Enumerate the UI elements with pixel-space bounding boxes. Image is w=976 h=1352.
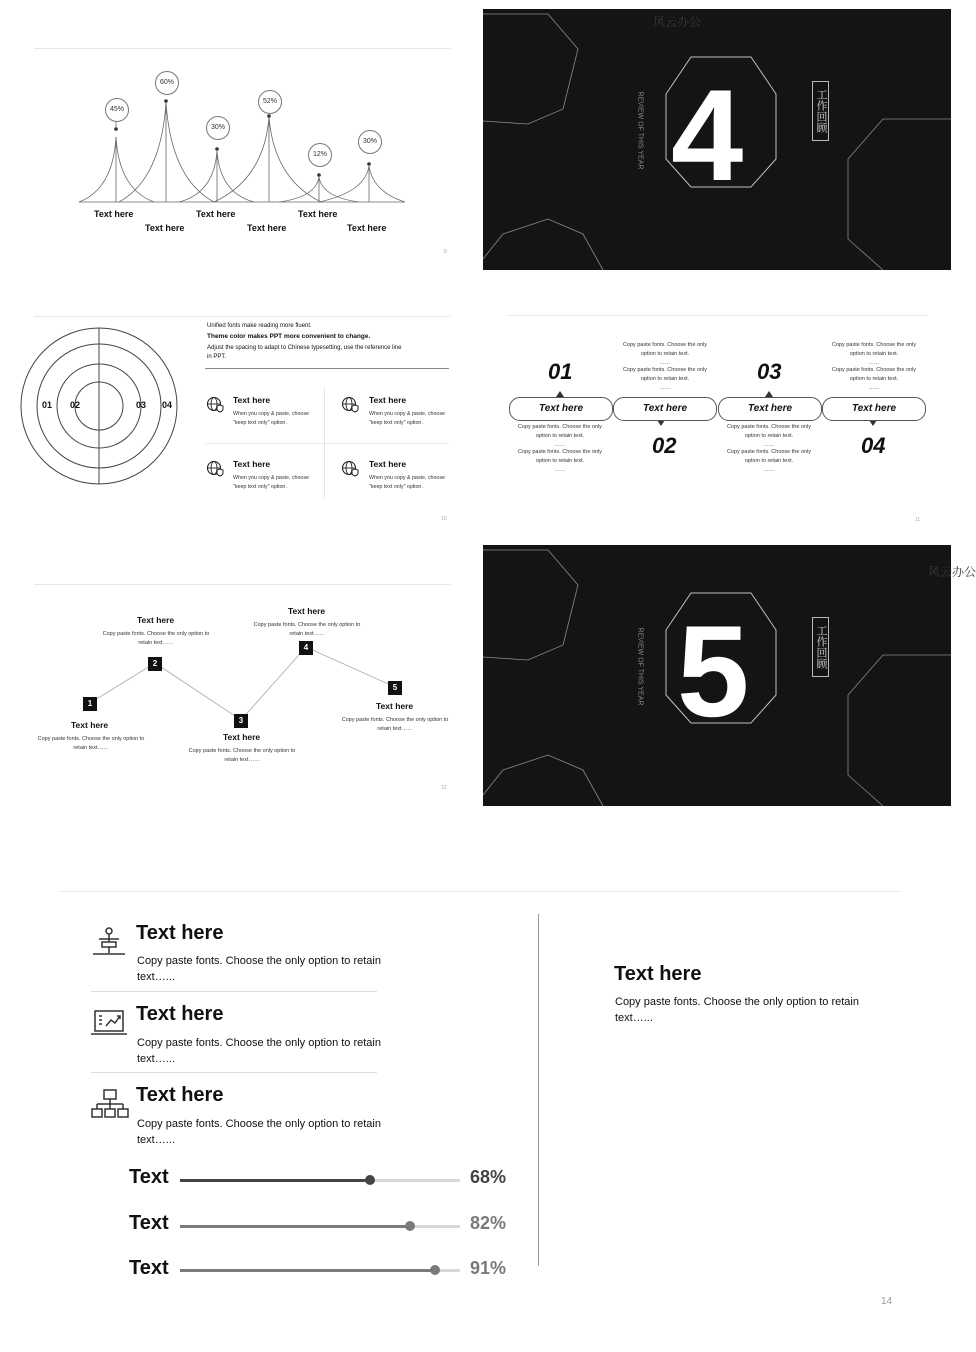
slide-14	[0, 822, 960, 1352]
peak-label: Text here	[247, 223, 287, 233]
progress-fill	[180, 1269, 435, 1272]
cell-title: Text here	[233, 459, 271, 469]
item-body: Copy paste fonts. Choose the only option to retain text…...	[137, 955, 381, 983]
bubble-2: 60%	[155, 71, 179, 95]
bubble-1: 45%	[105, 98, 129, 122]
cell-title: Text here	[369, 395, 407, 405]
step-text: Copy paste fonts. Choose the only option to retain text. ……	[726, 449, 812, 473]
step-title: Text here	[376, 701, 414, 711]
item-divider	[91, 991, 377, 992]
presenter-icon	[90, 924, 128, 958]
page-number: 8	[444, 249, 447, 255]
slide-divider	[60, 891, 900, 892]
slide-11	[491, 278, 950, 539]
section-subtitle: REVIEW OF THIS YEAR	[636, 91, 644, 170]
cell-body: When you copy & paste, choose	[233, 475, 309, 481]
cell-body: When you copy & paste, choose	[233, 411, 309, 417]
item-body: Copy paste fonts. Choose the only option to retain text…...	[137, 1118, 381, 1146]
step-number: 01	[548, 359, 573, 384]
step-title: Text here	[71, 720, 109, 730]
laptop-chart-icon	[90, 1008, 128, 1038]
step-text: Copy paste fonts. Choose the only option to retain text. ……	[517, 449, 603, 473]
step-marker: 1	[83, 697, 97, 711]
step-text: Copy paste fonts. Choose the only option to retain text. ……	[622, 367, 708, 391]
section-cn-title: 工作回顾	[812, 617, 829, 677]
intro-line-bold: Theme color makes PPT more convenient to change.	[207, 333, 371, 340]
item-body: Copy paste fonts. Choose the only option to retain text…...	[137, 1037, 381, 1065]
bubble-6: 30%	[358, 130, 382, 154]
cell-title: Text here	[233, 395, 271, 405]
step-marker: 4	[299, 641, 313, 655]
page-number: 11	[915, 517, 921, 523]
item-divider	[91, 1072, 377, 1073]
progress-track	[180, 1269, 460, 1272]
step-title: Text here	[288, 606, 326, 616]
progress-knob[interactable]	[430, 1265, 440, 1275]
peak-label: Text here	[145, 223, 185, 233]
intro-line: Unified fonts make reading more fluent.	[207, 323, 312, 329]
step-text: Copy paste fonts. Choose the only option to retain text……	[37, 736, 145, 751]
section-number: 5	[677, 598, 750, 744]
slide-12	[9, 545, 468, 806]
slide-13-section	[483, 545, 976, 806]
step-text: Copy paste fonts. Choose the only option to retain text. ……	[622, 342, 708, 366]
section-subtitle: REVIEW OF THIS YEAR	[636, 627, 644, 706]
progress-track	[180, 1225, 460, 1228]
zigzag-line	[9, 545, 468, 806]
step-text: Copy paste fonts. Choose the only option to retain text. ……	[831, 342, 917, 366]
cell-body: "keep text only" option.	[369, 420, 423, 426]
right-body: Copy paste fonts. Choose the only option to retain text…...	[615, 996, 859, 1024]
progress-fill	[180, 1225, 410, 1228]
peak-label: Text here	[196, 209, 236, 219]
globe-shield-icon	[341, 396, 359, 414]
progress-label: Text	[129, 1212, 169, 1234]
step-title: Text here	[137, 615, 175, 625]
cell-body: "keep text only" option.	[233, 484, 287, 490]
bubble-4: 52%	[258, 90, 282, 114]
item-title: Text here	[136, 922, 224, 944]
cell-body: When you copy & paste, choose	[369, 475, 445, 481]
section-number: 4	[671, 62, 744, 208]
step-pill: Text here	[613, 397, 717, 421]
progress-percent: 68%	[470, 1167, 507, 1187]
bubble-5: 12%	[308, 143, 332, 167]
step-text: Copy paste fonts. Choose the only option to retain text……	[253, 622, 361, 637]
globe-shield-icon	[206, 396, 224, 414]
step-text: Copy paste fonts. Choose the only option to retain text. ……	[831, 367, 917, 391]
org-chart-icon	[90, 1088, 130, 1120]
cell-body: "keep text only" option.	[369, 484, 423, 490]
ring-label: 04	[162, 400, 173, 410]
watermark: 风云办公	[928, 565, 976, 579]
column-divider	[538, 914, 539, 1266]
page-number: 14	[881, 1296, 893, 1307]
ring-label: 02	[70, 400, 81, 410]
step-pill: Text here	[822, 397, 926, 421]
step-text: Copy paste fonts. Choose the only option to retain text. ……	[726, 424, 812, 448]
progress-percent: 82%	[470, 1213, 507, 1233]
step-number: 02	[652, 433, 677, 458]
step-text: Copy paste fonts. Choose the only option to retain text……	[341, 717, 449, 732]
slide-8	[9, 9, 468, 270]
reference-line	[205, 368, 449, 369]
progress-knob[interactable]	[365, 1175, 375, 1185]
step-pill: Text here	[718, 397, 822, 421]
step-text: Copy paste fonts. Choose the only option to retain text……	[102, 631, 210, 646]
step-pill: Text here	[509, 397, 613, 421]
right-title: Text here	[614, 963, 702, 985]
slide-10	[9, 278, 468, 539]
peak-label: Text here	[298, 209, 338, 219]
progress-percent: 91%	[470, 1258, 507, 1278]
ring-diagram	[9, 278, 209, 539]
ring-label: 01	[42, 400, 53, 410]
bubble-3: 30%	[206, 116, 230, 140]
watermark: 风云办公	[653, 15, 702, 29]
globe-shield-icon	[206, 460, 224, 478]
step-title: Text here	[223, 732, 261, 742]
slide-9-section	[483, 9, 951, 270]
progress-label: Text	[129, 1257, 169, 1279]
step-text: Copy paste fonts. Choose the only option to retain text. ……	[517, 424, 603, 448]
cell-title: Text here	[369, 459, 407, 469]
item-title: Text here	[136, 1003, 224, 1025]
item-title: Text here	[136, 1084, 224, 1106]
progress-track	[180, 1179, 460, 1182]
peak-label: Text here	[94, 209, 134, 219]
section-cn-title: 工作回顾	[812, 81, 829, 141]
step-marker: 2	[148, 657, 162, 671]
cell-body: "keep text only" option.	[233, 420, 287, 426]
intro-line: Adjust the spacing to adapt to Chinese typesetting, use the reference line in PPT.	[207, 345, 402, 360]
progress-knob[interactable]	[405, 1221, 415, 1231]
step-marker: 5	[388, 681, 402, 695]
peak-chart	[9, 9, 468, 270]
cell-body: When you copy & paste, choose	[369, 411, 445, 417]
progress-fill	[180, 1179, 370, 1182]
page-number: 12	[441, 785, 447, 791]
ring-label: 03	[136, 400, 147, 410]
step-number: 03	[757, 359, 782, 384]
progress-label: Text	[129, 1166, 169, 1188]
peak-label: Text here	[347, 223, 387, 233]
globe-shield-icon	[341, 460, 359, 478]
step-marker: 3	[234, 714, 248, 728]
step-text: Copy paste fonts. Choose the only option to retain text……	[188, 748, 296, 763]
step-number: 04	[861, 433, 886, 458]
grid-divider	[205, 443, 449, 444]
page-number: 10	[441, 516, 447, 522]
